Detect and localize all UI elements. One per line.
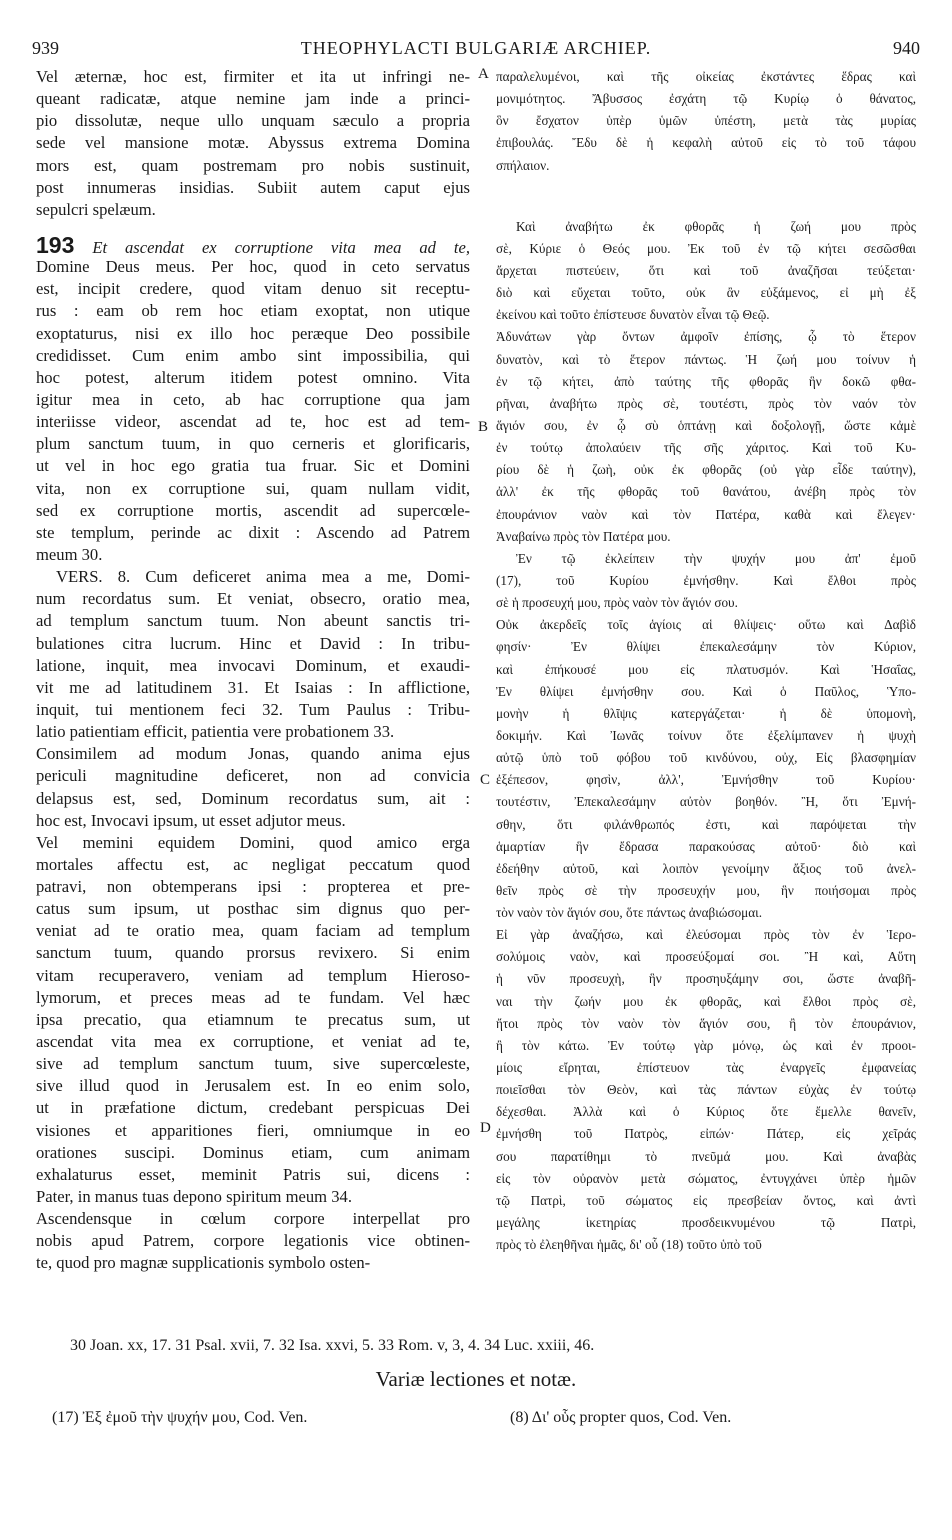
latin-line: Consimilem ad modum Jonas, quando anima ejus xyxy=(36,744,470,764)
latin-line: queant radicatæ, atque nemine jam inde a princi- xyxy=(36,89,470,109)
greek-line: ἡ νῦν προσευχὴ, ἣν προσηυξάμην σοι, ὥστε ἀναβῆ- xyxy=(496,971,916,987)
greek-line xyxy=(496,177,916,190)
greek-line: σὲ ἡ προσευχή μου, πρὸς ναὸν τὸν ἅγιόν σου. xyxy=(496,595,738,611)
latin-line: sanctum tuum, quando prorsus revixero. Si enim xyxy=(36,943,470,963)
latin-line: nobis apud Patrem, corpore legationis vice obtinen- xyxy=(36,1231,470,1251)
greek-line: σθην, ὅτι φιλάνθρωπός ἐστι, καὶ παρόψεται τὴν xyxy=(496,816,916,832)
greek-line: Ἀναβαίνω πρὸς τὸν Πατέρα μου. xyxy=(496,528,671,544)
greek-line: Εἰ γὰρ ἀναζήσω, καὶ ἐλεύσομαι πρὸς τὸν ἐν Ἱερο- xyxy=(496,927,916,943)
variant-note-17: (17) Ἐξ ἐμοῦ τὴν ψυχήν μου, Cod. Ven. xyxy=(52,1409,308,1426)
page-header xyxy=(32,38,920,62)
footnotes: 30 Joan. xx, 17. 31 Psal. xvii, 7. 32 Isa. xxvi, 5. 33 Rom. v, 3, 4. 34 Luc. xxiii, 46. xyxy=(70,1337,595,1354)
section-marker-b: B xyxy=(478,419,489,435)
greek-line: αὐτῷ ὑπὸ τοῦ φόβου τοῦ κινδύνου, οὐχ, Εἰς βλασφημίαν xyxy=(496,750,916,766)
greek-line: ἐκείνου καὶ τοῦτο ἐπίστευσε δυνατὸν εἶναι τῷ Θεῷ. xyxy=(496,307,770,323)
latin-line: mortales affectu est, ac negligat peccatum quod xyxy=(36,854,470,874)
greek-line: σὲ, Κύριε ὁ Θεός μου. Ἐκ τοῦ ἐν τῷ κήτει σεσῶσθαι xyxy=(496,240,916,256)
latin-line: hoc potest, alterum itidem potest omnino. Vita xyxy=(36,367,470,387)
greek-line: ἢ τὸν κάτω. Ἐν τούτῳ γὰρ μόνῳ, ὡς καὶ ἐν προοι- xyxy=(496,1037,916,1053)
latin-line: ad templum sanctum tuum. Non abeunt sanctis tri- xyxy=(36,611,470,631)
latin-line: vitam recuperavero, veniam ad templum Hieroso- xyxy=(36,965,470,985)
latin-line: latio patientiam efficit, patientia vere probationem 33. xyxy=(36,722,395,742)
greek-line: φησίν· Ἐν θλίψει ἐπεκαλεσάμην τὸν Κύριον, xyxy=(496,639,916,655)
greek-line: παραλελυμένοι, καὶ τῆς οἰκείας ἐκστάντες ἕδρας καὶ xyxy=(496,69,916,84)
greek-line: ρῆναι, ἀναβήτω πρὸς σὲ, τουτέστι, πρὸς τὸν ναόν τὸν xyxy=(496,395,916,411)
latin-line: delapsus est, sed, Dominum recordatus sum, ait : xyxy=(36,788,470,808)
latin-line: lymorum, et preces meas ad te fundam. Vel hæc xyxy=(36,987,470,1007)
greek-line: σολύμοις ναὸν, καὶ προσεύξομαί σοι. Ἢ καὶ, Αὕτη xyxy=(496,949,916,965)
greek-line: δέχεσθαι. Ἀλλὰ καὶ ὁ Κύριος ὅτε ἔμελλε θανεῖν, xyxy=(496,1104,916,1120)
latin-line: meum 30. xyxy=(36,544,103,564)
latin-line: ascendat vita mea ex corruptione, et veniat ad te, xyxy=(36,1032,470,1052)
latin-line: igitur mea in ceto, ab hac corruptione qua jam xyxy=(36,389,470,409)
greek-line: Ἐν τῷ ἐκλείπειν τὴν ψυχήν μου ἀπ' ἐμοῦ xyxy=(516,550,916,566)
latin-line: plum sanctum tuum, in quo cerneris et glorificaris, xyxy=(36,434,470,454)
latin-line: credidisset. Cum enim ambo sint impossibilia, qui xyxy=(36,345,470,365)
latin-line: exhalaturus esset, meminit Patris sui, dicens : xyxy=(36,1164,470,1184)
latin-line: ut vel in hoc ego gratia tua fruar. Sic et Domini xyxy=(36,456,470,476)
greek-line: ἁμαρτίαν ἣν ἔδρασα παρακούσας αὐτοῦ· διὸ καὶ xyxy=(496,838,916,854)
latin-line: pio dissolutæ, neque ullo unquam sæculo a propria xyxy=(36,111,470,131)
greek-line: δυνατὸν, καὶ τὸ ἕτερον πάντως. Ἡ ζωή μου τοίνυν ἡ xyxy=(496,351,916,367)
greek-line: ἀλλ' ἐκ τῆς φθορᾶς τοῦ θανάτου, ἀνέβη πρὸς τὸν xyxy=(496,484,916,500)
greek-line: τουτέστιν, Ἐπεκαλεσάμην αὐτὸν βοηθόν. Ἢ, ὅτι Ἐμνή- xyxy=(496,794,916,810)
latin-line: ste templum, perinde ac dixit : Ascendo ad Patrem xyxy=(36,522,470,542)
greek-line: ἤτοι πρὸς τὸν ναὸν τὸν ἅγιόν σου, ἢ τὸν ἐπουράνιον, xyxy=(496,1015,916,1031)
greek-line: ἅγιόν σου, ἐν ᾧ σὺ ὁπτάνῃ καὶ δοξολογῇ, ὥστε κἀμὲ xyxy=(496,417,916,433)
greek-line: καὶ ἐπήκουσέ μου εἰς πλατυσμόν. Καὶ Ἡσαΐας, xyxy=(496,661,916,677)
greek-line: ἐδεήθην αὐτοῦ, καὶ λοιπὸν γενοίμην ἄξιος τοῦ ἀνελ- xyxy=(496,860,916,876)
latin-column xyxy=(36,66,470,1275)
greek-line: μονὴν ἡ θλῖψις κατεργάζεται· ἡ δὲ ὑπομονὴ, xyxy=(496,705,916,721)
greek-line: Ἀδυνάτων γὰρ ὄντων ἀμφοῖν ἐπίσης, ᾧ τὸ ἕτερον xyxy=(496,329,916,345)
greek-line: Οὐκ ἀκερδεῖς τοῖς ἁγίοις αἱ θλίψεις· οὕτω καὶ Δαβὶδ xyxy=(496,617,916,633)
latin-line: inquit, tui mentionem feci 32. Tum Paulus : Tribu- xyxy=(36,699,470,719)
greek-line: εἰς τὸν οὐρανὸν μετὰ σώματος, ἐντυγχάνει ὑπὲρ ἡμῶν xyxy=(496,1170,916,1186)
greek-line: μονιμότητος. Ἄβυσσος ἐσχάτη τῷ Κυρίῳ ὁ θάνατος, xyxy=(496,91,916,107)
latin-line: sive illud quod in Jerusalem est. In eo enim solo, xyxy=(36,1076,470,1096)
section-number: 193 xyxy=(36,233,75,257)
latin-line: sepulcri spelæum. xyxy=(36,199,156,219)
greek-line: τὸν ναὸν τὸν ἅγιόν σου, ὅτε πάντως ἀναβιώσομαι. xyxy=(496,905,762,921)
latin-line: exoptaturus, nisi ex illo hoc peræque Deo possibile xyxy=(36,323,470,343)
greek-line: μίοις εἴρηται, ἐπίστευον τὰς ἐναργεῖς ἐμφανείας xyxy=(496,1060,916,1076)
latin-line: orationes suscipi. Dominus etiam, cum animam xyxy=(36,1142,470,1162)
latin-line: Vel æternæ, hoc est, firmiter et ita ut infringi ne- xyxy=(36,67,470,86)
variae-title: Variæ lectiones et notæ. xyxy=(375,1367,577,1391)
greek-line xyxy=(496,203,916,216)
section-marker-a: A xyxy=(478,66,489,82)
latin-line: est, incipit credere, quod vitam denuo sit receptu- xyxy=(36,279,470,299)
greek-line: τῷ Πατρὶ, τοῦ σώματος εἰς πρεσβείαν ὄντος, καὶ ἀντὶ xyxy=(496,1192,916,1208)
greek-line: Καὶ ἀναβήτω ἐκ φθορᾶς ἡ ζωή μου πρὸς xyxy=(516,218,916,234)
latin-line: Domine Deus meus. Per hoc, quod in ceto servatus xyxy=(36,257,470,277)
latin-line: sede vel mansione motæ. Abyssus extrema Domina xyxy=(36,133,470,153)
running-title: THEOPHYLACTI BULGARIÆ ARCHIEP. xyxy=(300,38,652,58)
latin-line: latione, inquit, mea invocavi Dominum, et exaudi- xyxy=(36,655,470,675)
greek-line: ἐν τούτῳ ἀπολαύειν τῆς σῆς χάριτος. Καὶ τοῦ Κυ- xyxy=(496,440,916,456)
greek-line: ἐμνήσθη τοῦ Πατρὸς, εἰπών· Πάτερ, εἰς χεῖράς xyxy=(496,1126,916,1142)
latin-line: interiisse videor, ascendat ad te, hoc est ad tem- xyxy=(36,412,470,432)
greek-line: ρίου δὲ ἡ ζωὴ, οὐκ ἐκ φθορᾶς (οὐ γὰρ εἶδε ταύτην), xyxy=(496,462,916,478)
section-marker-d: D xyxy=(480,1120,491,1136)
greek-line: ἄρχεται πιστεύειν, ὅτι καὶ τοῦ ἀναζῆσαι τεύξεται· xyxy=(496,262,916,278)
latin-line: rus : eam ob rem hoc etiam exoptat, non utique xyxy=(36,301,470,321)
latin-line xyxy=(36,234,470,256)
latin-line: vita, non ex corruptione sui, quam nullam vidit, xyxy=(36,478,470,498)
greek-line: πρὸς τὸ ἐλεηθῆναι ἡμᾶς, δι' οὗ (18) τοῦτο ὑπὸ τοῦ xyxy=(496,1237,762,1253)
greek-line: δοκιμήν. Καὶ Ἰωνᾶς τοίνυν ὅτε ἐξελίμπανεν ἡ ψυχὴ xyxy=(496,727,916,743)
latin-line: bulationes citra lucrum. Hinc et David : In tribu- xyxy=(36,633,470,653)
latin-line: periculi magnitudine deficeret, non ad convicia xyxy=(36,766,470,786)
latin-line: Ascendensque in cœlum corpore interpellat pro xyxy=(36,1209,470,1229)
greek-line: διὸ καὶ εὔχεται τοῦτο, οὐκ ἂν εὐξάμενος, εἰ μὴ ἐξ xyxy=(496,285,916,301)
greek-line: θεῖν πρὸς σὲ τὴν προσευχήν μου, ἣν ποιήσομαι πρὸς xyxy=(496,882,916,898)
latin-line: sed ex corruptione mortis, ascendit ad supercœle- xyxy=(36,500,470,520)
latin-line: VERS. 8. Cum deficeret anima mea a me, Domi- xyxy=(56,567,470,587)
greek-line: (17), τοῦ Κυρίου ἐμνήσθην. Καὶ ἔλθοι πρὸς xyxy=(496,572,916,588)
latin-line: visiones et apparitiones fieri, omniumque in eo xyxy=(36,1120,470,1140)
latin-line: catus sum ipsum, ut posthac sim dignus quo per- xyxy=(36,899,470,919)
latin-line: Pater, in manus tuas depono spiritum meum 34. xyxy=(36,1187,352,1207)
greek-line: ὃν ἔσχατον ὑπὲρ ὑμῶν ὑπέστη, μετὰ τὰς μυρίας xyxy=(496,113,916,129)
greek-line: ἐν τῷ κήτει, ἀπὸ ταύτης τῆς φθορᾶς ἣν δοκῶ φθα- xyxy=(496,373,916,389)
page-number-left: 939 xyxy=(32,38,59,58)
greek-line: σπήλαιον. xyxy=(496,157,550,173)
latin-line: num recordatus sum. Et veniat, obsecro, oratio mea, xyxy=(36,589,470,609)
latin-line: veniat ad te oratio mea, quam faciam ad templum xyxy=(36,921,470,941)
greek-line: ἐπουράνιον ναὸν καὶ τὸν Πατέρα, καθὰ καὶ ἔλεγεν· xyxy=(496,506,916,522)
greek-line: ναι τὴν ζωήν μου ἐκ φθορᾶς, καὶ ἔλθοι πρὸς σὲ, xyxy=(496,993,916,1009)
latin-line: hoc est, Invocavi ipsum, ut esset adjutor meus. xyxy=(36,810,346,830)
greek-line: σου παρατίθημι τὸ πνεῦμά μου. Καὶ ἀναβὰς xyxy=(496,1148,916,1164)
page-number-right: 940 xyxy=(893,38,920,58)
latin-line: vit me ad latitudinem 31. Et Isaias : In afflictione, xyxy=(36,677,470,697)
latin-line xyxy=(36,221,470,234)
latin-line: mors est, quam postremam pro nobis sustinuit, xyxy=(36,155,470,175)
greek-column xyxy=(496,66,916,1256)
latin-line: ut in præfatione dictum, credebant perspicuas Dei xyxy=(36,1098,470,1118)
scripture-quote: Et ascendat ex corruptione vita mea ad te, xyxy=(74,237,470,257)
latin-line: te, quod pro magnæ supplicationis symbolo osten- xyxy=(36,1253,371,1273)
greek-line: ποιεῖσθαι τὸν Θεὸν, καὶ τὰς πάντων εὐχὰς ἐν τούτῳ xyxy=(496,1082,916,1098)
latin-line: patravi, non obtemperans ipsi : propterea et pre- xyxy=(36,877,470,897)
latin-line: post innumeras insidias. Subiit autem caput ejus xyxy=(36,177,470,197)
greek-line: Ἐν θλίψει ἐμνήσθην σου. Καὶ ὁ Παῦλος, Ὑπο- xyxy=(496,683,916,699)
latin-line: ipsa precatio, qua etiamnum te precatus sum, ut xyxy=(36,1009,470,1029)
latin-line: sive ad templum sanctum tuum, sive supercœleste, xyxy=(36,1054,470,1074)
greek-line xyxy=(496,190,916,203)
greek-line: ἐξέπεσον, φησὶν, ἀλλ', Ἐμνήσθην τοῦ Κυρίου· xyxy=(496,772,916,788)
variant-note-8: (8) Δι' οὗς propter quos, Cod. Ven. xyxy=(510,1409,732,1426)
section-marker-c: C xyxy=(480,772,491,788)
greek-line: μεγάλης ἱκετηρίας προσδεικνυμένου τῷ Πατρὶ, xyxy=(496,1215,916,1231)
greek-line: ἐπιβουλάς. Ἔδυ δὲ ἡ κεφαλὴ αὐτοῦ εἰς τὸ τοῦ τάφου xyxy=(496,135,916,151)
latin-line: Vel memini equidem Domini, quod amico erga xyxy=(36,832,470,852)
